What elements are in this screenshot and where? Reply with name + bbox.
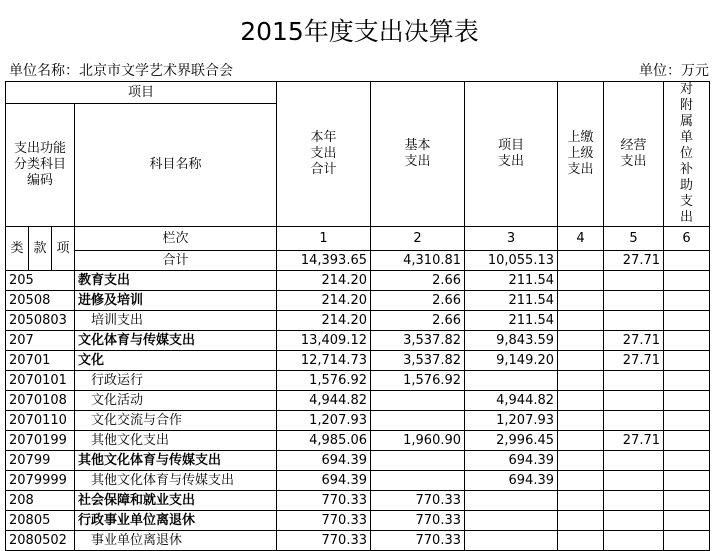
row-total: 214.20 xyxy=(277,271,371,291)
row-name: 培训支出 xyxy=(75,311,277,331)
row-code: 2080502 xyxy=(6,531,75,551)
header-project: 项目 xyxy=(6,82,277,104)
row-total: 694.39 xyxy=(277,471,371,491)
row-upper xyxy=(558,491,604,511)
row-name: 文化交流与合作 xyxy=(75,411,277,431)
row-business: 27.71 xyxy=(604,331,664,351)
row-upper xyxy=(558,391,604,411)
row-code: 20799 xyxy=(6,451,75,471)
sum-item: 10,055.13 xyxy=(465,251,558,271)
row-subsidy xyxy=(664,331,710,351)
row-name: 文化活动 xyxy=(75,391,277,411)
table-row xyxy=(6,311,710,331)
row-basic xyxy=(371,391,465,411)
row-business xyxy=(604,511,664,531)
row-total: 694.39 xyxy=(277,451,371,471)
sum-basic: 4,310.81 xyxy=(371,251,465,271)
row-total: 214.20 xyxy=(277,291,371,311)
row-code: 208 xyxy=(6,491,75,511)
row-upper xyxy=(558,271,604,291)
row-business xyxy=(604,391,664,411)
col-num-2: 2 xyxy=(371,227,465,251)
row-upper xyxy=(558,411,604,431)
row-name: 社会保障和就业支出 xyxy=(75,491,277,511)
row-subsidy xyxy=(664,311,710,331)
row-code: 2050803 xyxy=(6,311,75,331)
row-total: 4,944.82 xyxy=(277,391,371,411)
row-business xyxy=(604,531,664,551)
row-basic: 1,960.90 xyxy=(371,431,465,451)
table-row xyxy=(6,391,710,411)
table-row xyxy=(6,511,710,531)
row-business: 27.71 xyxy=(604,351,664,371)
row-item: 211.54 xyxy=(465,271,558,291)
row-business xyxy=(604,451,664,471)
row-item: 9,843.59 xyxy=(465,331,558,351)
header-lanci: 栏次 xyxy=(75,227,277,251)
row-subsidy xyxy=(664,391,710,411)
header-business: 经营支出 xyxy=(604,82,664,227)
sum-label: 合计 xyxy=(75,251,277,271)
row-total: 1,207.93 xyxy=(277,411,371,431)
row-code: 2070110 xyxy=(6,411,75,431)
col-num-4: 4 xyxy=(558,227,604,251)
row-code: 2079999 xyxy=(6,471,75,491)
row-upper xyxy=(558,471,604,491)
row-basic: 1,576.92 xyxy=(371,371,465,391)
expenditure-table xyxy=(5,81,710,551)
row-code: 20508 xyxy=(6,291,75,311)
row-code: 2070199 xyxy=(6,431,75,451)
row-code: 207 xyxy=(6,331,75,351)
table-row xyxy=(6,291,710,311)
header-subsidy: 对附属单位补助支出 xyxy=(664,82,710,227)
header-kuan: 款 xyxy=(29,227,52,271)
row-business xyxy=(604,411,664,431)
row-upper xyxy=(558,331,604,351)
header-basic: 基本支出 xyxy=(371,82,465,227)
row-total: 214.20 xyxy=(277,311,371,331)
row-code: 20701 xyxy=(6,351,75,371)
row-business: 27.71 xyxy=(604,431,664,451)
row-name: 教育支出 xyxy=(75,271,277,291)
unit-name: 单位名称：北京市文学艺术界联合会 xyxy=(9,63,233,79)
row-name: 其他文化支出 xyxy=(75,431,277,451)
row-name: 其他文化体育与传媒支出 xyxy=(75,471,277,491)
row-name: 文化 xyxy=(75,351,277,371)
row-code: 20805 xyxy=(6,511,75,531)
row-item: 2,996.45 xyxy=(465,431,558,451)
row-business xyxy=(604,311,664,331)
table-row xyxy=(6,371,710,391)
row-item: 9,149.20 xyxy=(465,351,558,371)
header-code: 支出功能分类科目编码 xyxy=(6,104,75,227)
row-upper xyxy=(558,431,604,451)
row-business xyxy=(604,371,664,391)
col-num-6: 6 xyxy=(664,227,710,251)
row-upper xyxy=(558,511,604,531)
row-code: 205 xyxy=(6,271,75,291)
table-row xyxy=(6,431,710,451)
row-total: 12,714.73 xyxy=(277,351,371,371)
row-item: 211.54 xyxy=(465,311,558,331)
row-item xyxy=(465,511,558,531)
row-subsidy xyxy=(664,531,710,551)
table-row xyxy=(6,491,710,511)
row-basic: 3,537.82 xyxy=(371,331,465,351)
row-subsidy xyxy=(664,371,710,391)
col-num-1: 1 xyxy=(277,227,371,251)
sum-upper xyxy=(558,251,604,271)
header-item: 项目支出 xyxy=(465,82,558,227)
row-subsidy xyxy=(664,271,710,291)
row-basic xyxy=(371,451,465,471)
row-name: 行政运行 xyxy=(75,371,277,391)
col-num-3: 3 xyxy=(465,227,558,251)
row-basic xyxy=(371,471,465,491)
row-total: 770.33 xyxy=(277,511,371,531)
table-row xyxy=(6,471,710,491)
header-lei: 类 xyxy=(6,227,29,271)
header-total: 本年支出合计 xyxy=(277,82,371,227)
row-basic: 770.33 xyxy=(371,491,465,511)
row-name: 事业单位离退休 xyxy=(75,531,277,551)
row-item: 211.54 xyxy=(465,291,558,311)
row-upper xyxy=(558,451,604,471)
sum-business: 27.71 xyxy=(604,251,664,271)
row-subsidy xyxy=(664,511,710,531)
row-item xyxy=(465,491,558,511)
row-basic: 3,537.82 xyxy=(371,351,465,371)
header-name: 科目名称 xyxy=(75,104,277,227)
header-upper: 上缴上级支出 xyxy=(558,82,604,227)
row-total: 1,576.92 xyxy=(277,371,371,391)
row-item: 694.39 xyxy=(465,451,558,471)
row-basic xyxy=(371,411,465,431)
row-subsidy xyxy=(664,411,710,431)
row-subsidy xyxy=(664,291,710,311)
col-num-5: 5 xyxy=(604,227,664,251)
sum-total: 14,393.65 xyxy=(277,251,371,271)
row-upper xyxy=(558,291,604,311)
row-total: 4,985.06 xyxy=(277,431,371,451)
row-basic: 770.33 xyxy=(371,511,465,531)
row-name: 文化体育与传媒支出 xyxy=(75,331,277,351)
row-code: 2070101 xyxy=(6,371,75,391)
row-business xyxy=(604,271,664,291)
table-row xyxy=(6,331,710,351)
row-name: 进修及培训 xyxy=(75,291,277,311)
row-basic: 2.66 xyxy=(371,271,465,291)
row-item: 1,207.93 xyxy=(465,411,558,431)
row-total: 770.33 xyxy=(277,531,371,551)
row-total: 770.33 xyxy=(277,491,371,511)
row-basic: 2.66 xyxy=(371,291,465,311)
row-upper xyxy=(558,531,604,551)
row-business xyxy=(604,491,664,511)
table-row xyxy=(6,531,710,551)
row-business xyxy=(604,471,664,491)
row-item xyxy=(465,371,558,391)
row-subsidy xyxy=(664,431,710,451)
table-row xyxy=(6,271,710,291)
row-item: 4,944.82 xyxy=(465,391,558,411)
row-item: 694.39 xyxy=(465,471,558,491)
row-name: 行政事业单位离退休 xyxy=(75,511,277,531)
row-business xyxy=(604,291,664,311)
sum-subsidy xyxy=(664,251,710,271)
table-row xyxy=(6,411,710,431)
row-basic: 2.66 xyxy=(371,311,465,331)
table-row xyxy=(6,451,710,471)
row-upper xyxy=(558,311,604,331)
header-xiang: 项 xyxy=(52,227,75,271)
row-name: 其他文化体育与传媒支出 xyxy=(75,451,277,471)
row-subsidy xyxy=(664,351,710,371)
row-subsidy xyxy=(664,471,710,491)
row-total: 13,409.12 xyxy=(277,331,371,351)
row-upper xyxy=(558,351,604,371)
row-subsidy xyxy=(664,451,710,471)
row-basic: 770.33 xyxy=(371,531,465,551)
row-upper xyxy=(558,371,604,391)
row-code: 2070108 xyxy=(6,391,75,411)
unit-label: 单位：万元 xyxy=(639,63,709,79)
page-title: 2015年度支出决算表 xyxy=(240,17,479,46)
row-subsidy xyxy=(664,491,710,511)
row-item xyxy=(465,531,558,551)
table-row xyxy=(6,351,710,371)
